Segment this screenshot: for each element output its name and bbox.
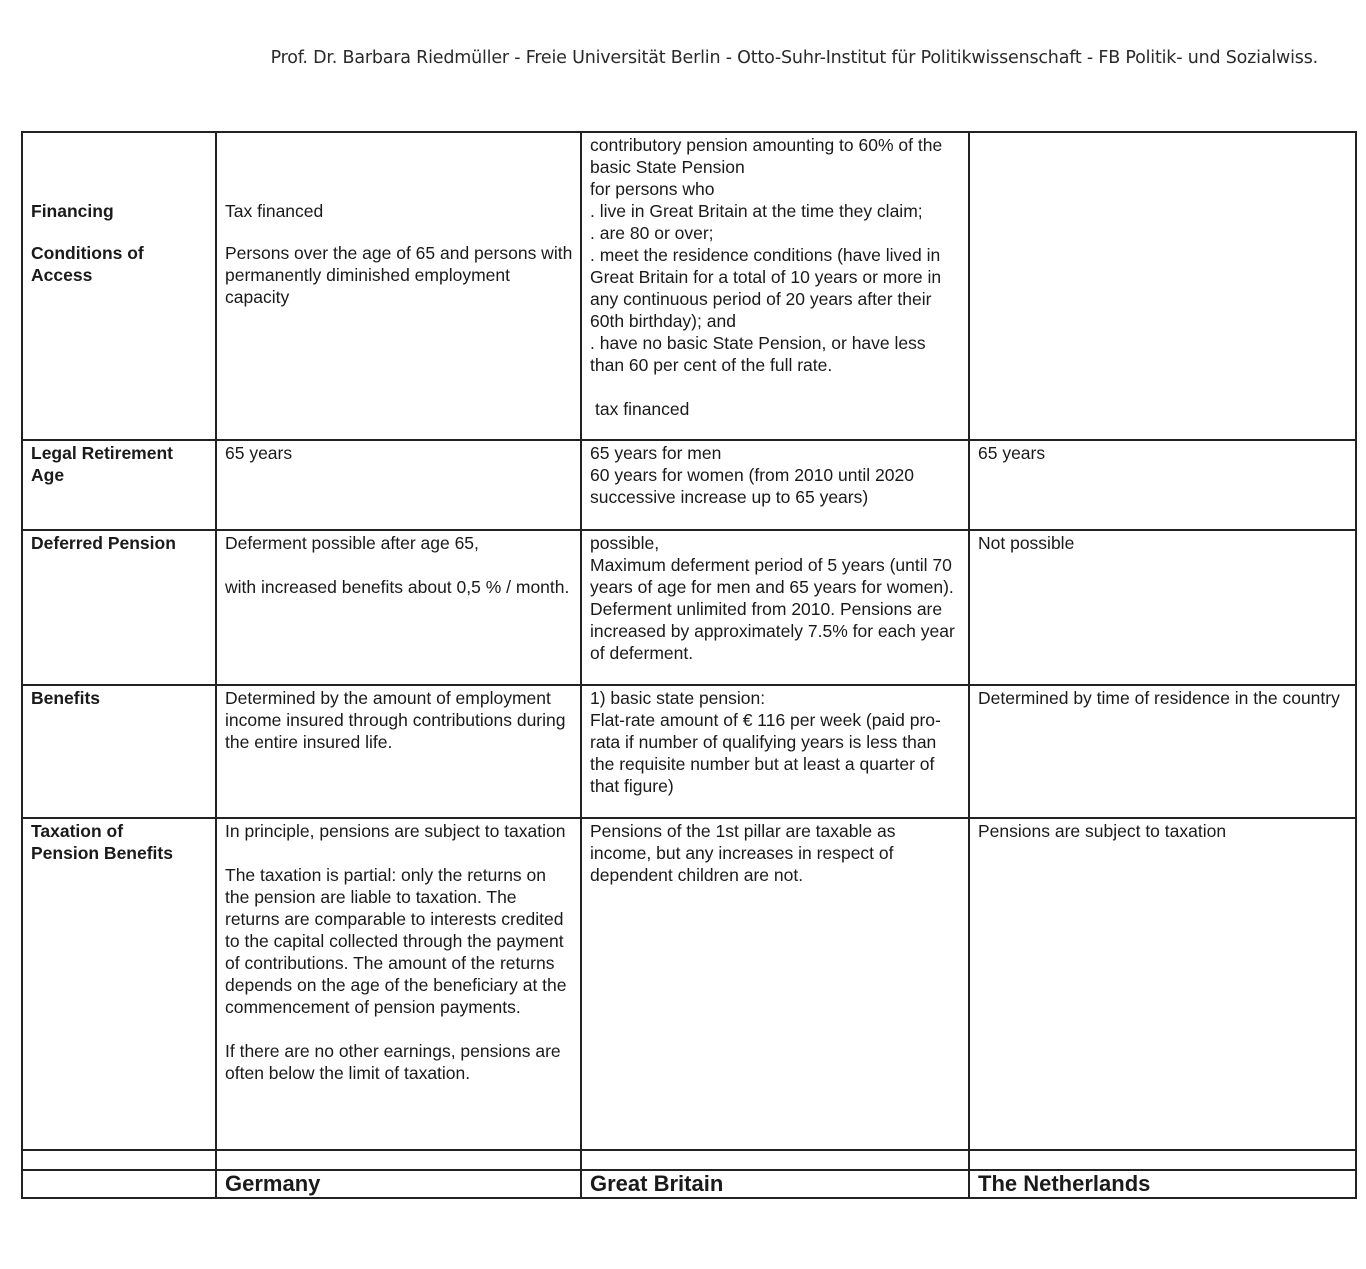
country-header-gb: Great Britain <box>581 1170 969 1198</box>
label-financing: Financing <box>31 201 114 221</box>
table-row-financing-access <box>22 132 1356 440</box>
page-header: Prof. Dr. Barbara Riedmüller - Freie Universität Berlin - Otto-Suhr-Institut für Politikwissenschaft - FB Politik- und Sozialwiss. <box>270 48 1318 68</box>
table-row-deferred-pension <box>22 530 1356 685</box>
country-header-empty <box>22 1170 216 1198</box>
cell-germany-retirement-age: 65 years <box>216 440 581 530</box>
table-row-taxation <box>22 818 1356 1150</box>
row-label-benefits: Benefits <box>22 685 216 818</box>
table-row-countries <box>22 1170 1356 1198</box>
germany-deferred-text-b: with increased benefits about 0,5 % / month. <box>225 577 570 597</box>
cell-nl-retirement-age: 65 years <box>969 440 1356 530</box>
cell-nl-financing-access <box>969 132 1356 440</box>
country-header-germany: Germany <box>216 1170 581 1198</box>
row-label-taxation: Taxation of Pension Benefits <box>22 818 216 1150</box>
cell-germany-benefits: Determined by the amount of employment income insured through contributions during the entire insured life. <box>216 685 581 818</box>
pension-comparison-table <box>21 131 1357 1199</box>
table-row-benefits <box>22 685 1356 818</box>
table-row-retirement-age <box>22 440 1356 530</box>
germany-financing-text: Tax financed <box>225 201 324 221</box>
gb-access-text: contributory pension amounting to 60% of the basic State Pension for persons who . live in Great Britain at the time they claim; . are 80 or over; . meet the residence conditions (have lived in Great Britain for a total of 10 years or more in any continuous period of 20 years after their 60th birthday); and . have no basic State Pension, or have less than 60 per cent of the full rate. <box>590 135 943 375</box>
cell-gb-financing-access <box>581 132 969 440</box>
cell-gb-retirement-age: 65 years for men 60 years for women (from 2010 until 2020 successive increase up to 65 years) <box>581 440 969 530</box>
gb-financing-text: tax financed <box>595 399 690 419</box>
germany-access-text: Persons over the age of 65 and persons with permanently diminished employment capacity <box>225 243 573 307</box>
row-label-retirement-age: Legal Retirement Age <box>22 440 216 530</box>
cell-germany-financing-access <box>216 132 581 440</box>
germany-taxation-text-c: If there are no other earnings, pensions are often below the limit of taxation. <box>225 1041 561 1083</box>
cell-gb-taxation: Pensions of the 1st pillar are taxable as income, but any increases in respect of dependent children are not. <box>581 818 969 1150</box>
spacer-cell <box>22 1150 216 1170</box>
germany-taxation-text-a: In principle, pensions are subject to taxation <box>225 821 566 841</box>
table-row-spacer <box>22 1150 1356 1170</box>
cell-nl-deferred-pension: Not possible <box>969 530 1356 685</box>
spacer-cell <box>969 1150 1356 1170</box>
label-conditions-of-access: Conditions of Access <box>31 243 144 285</box>
cell-germany-taxation <box>216 818 581 1150</box>
spacer-cell <box>216 1150 581 1170</box>
cell-nl-benefits: Determined by time of residence in the country <box>969 685 1356 818</box>
row-label-financing-access <box>22 132 216 440</box>
germany-deferred-text-a: Deferment possible after age 65, <box>225 533 479 553</box>
spacer-cell <box>581 1150 969 1170</box>
cell-nl-taxation: Pensions are subject to taxation <box>969 818 1356 1150</box>
row-label-deferred-pension: Deferred Pension <box>22 530 216 685</box>
germany-taxation-text-b: The taxation is partial: only the returns on the pension are liable to taxation. The returns are comparable to interests credited to the capital collected through the payment of contributions. The amount of the returns depends on the age of the beneficiary at the commencement of pension payments. <box>225 865 567 1017</box>
cell-gb-deferred-pension: possible, Maximum deferment period of 5 years (until 70 years of age for men and 65 years for women). Deferment unlimited from 2010. Pensions are increased by approximately 7.5% for each year of deferment. <box>581 530 969 685</box>
cell-gb-benefits: 1) basic state pension: Flat-rate amount of € 116 per week (paid pro-rata if number of qualifying years is less than the requisite number but at least a quarter of that figure) <box>581 685 969 818</box>
country-header-nl: The Netherlands <box>969 1170 1356 1198</box>
cell-germany-deferred-pension <box>216 530 581 685</box>
